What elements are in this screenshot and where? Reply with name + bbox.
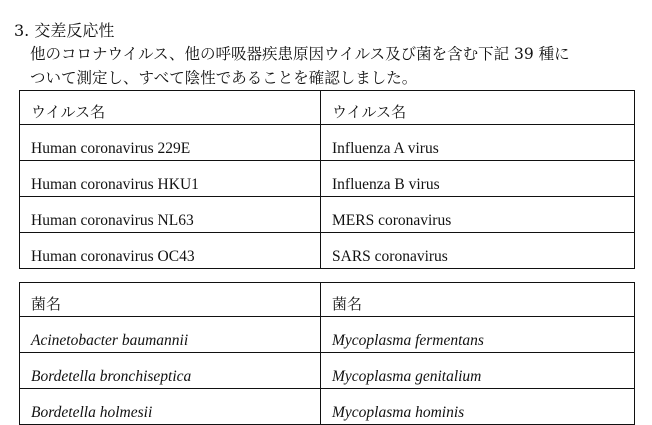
table-cell: SARS coronavirus <box>321 233 635 269</box>
table-row <box>20 353 635 389</box>
table-header-cell: 菌名 <box>321 283 635 317</box>
section-paragraph-line-1: 他のコロナウイルス、他の呼吸器疾患原因ウイルス及び菌を含む下記 39 種に <box>30 45 570 63</box>
table-cell: Human coronavirus 229E <box>20 125 321 161</box>
table-header-row <box>20 283 635 317</box>
table-cell: Bordetella bronchiseptica <box>20 353 321 389</box>
table-cell: Acinetobacter baumannii <box>20 317 321 353</box>
table-cell: Influenza B virus <box>321 161 635 197</box>
bacteria-table <box>19 282 635 425</box>
table-cell: Mycoplasma genitalium <box>321 353 635 389</box>
table-cell: Mycoplasma hominis <box>321 389 635 425</box>
table-header-cell: ウイルス名 <box>321 91 635 125</box>
table-cell: Mycoplasma fermentans <box>321 317 635 353</box>
section-heading: 3. 交差反応性 <box>14 21 115 40</box>
table-row <box>20 389 635 425</box>
table-row <box>20 161 635 197</box>
table-row <box>20 197 635 233</box>
table-cell: MERS coronavirus <box>321 197 635 233</box>
table-header-cell: 菌名 <box>20 283 321 317</box>
virus-table <box>19 90 635 269</box>
table-cell: Human coronavirus OC43 <box>20 233 321 269</box>
table-cell: Human coronavirus HKU1 <box>20 161 321 197</box>
table-header-cell: ウイルス名 <box>20 91 321 125</box>
table-header-row <box>20 91 635 125</box>
table-cell: Human coronavirus NL63 <box>20 197 321 233</box>
table-cell: Influenza A virus <box>321 125 635 161</box>
table-row <box>20 233 635 269</box>
section-paragraph-line-2: ついて測定し、すべて陰性であることを確認しました。 <box>30 69 418 87</box>
table-cell: Bordetella holmesii <box>20 389 321 425</box>
table-row <box>20 125 635 161</box>
table-row <box>20 317 635 353</box>
